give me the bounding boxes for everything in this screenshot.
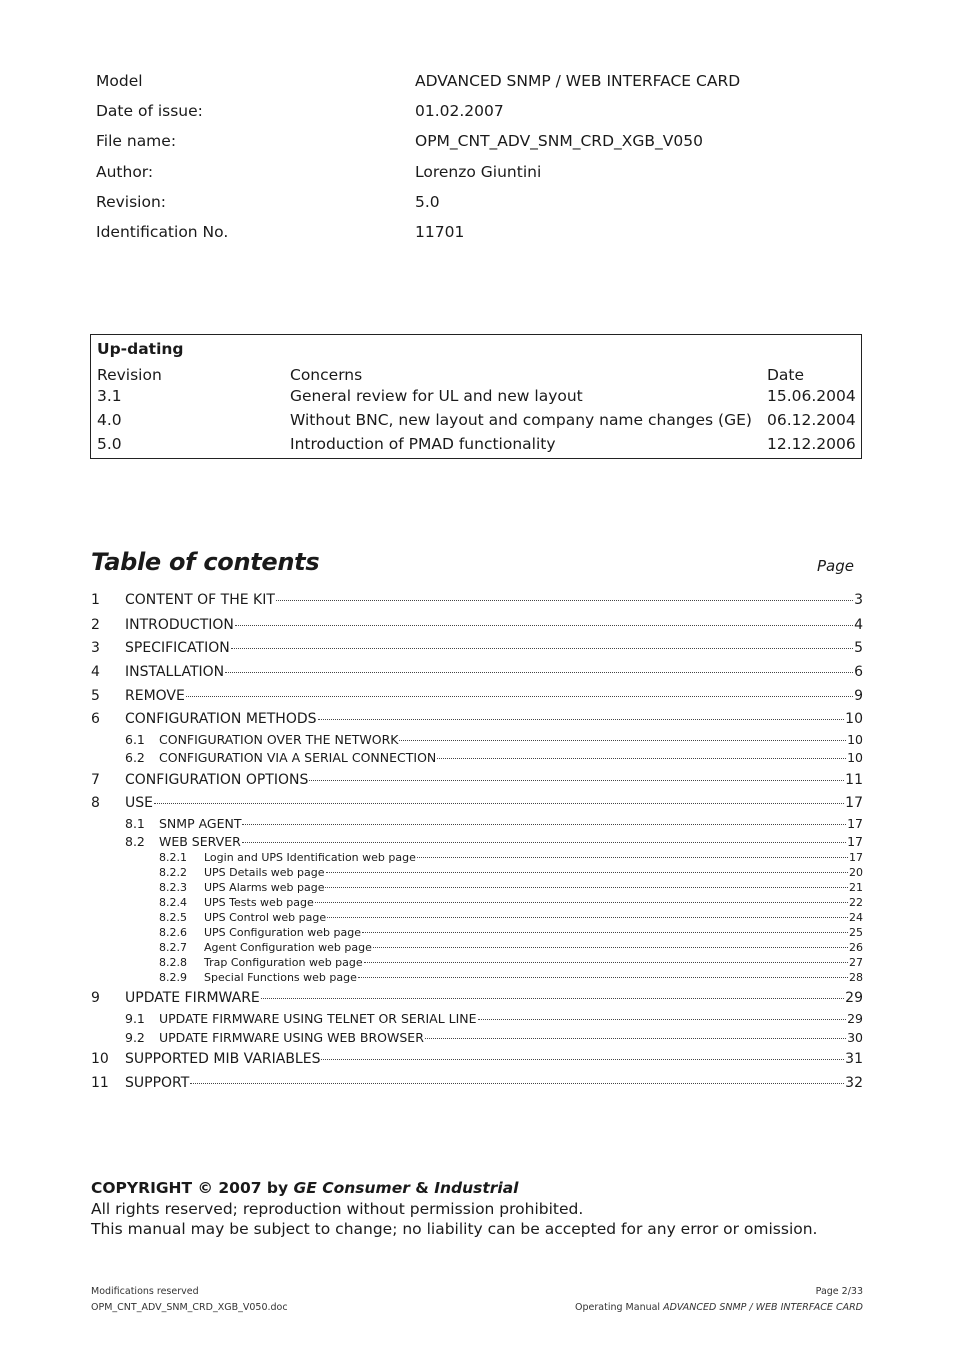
toc-entry xyxy=(91,640,863,656)
toc-entry-page: 32 xyxy=(845,1075,863,1091)
toc-entry-page: 17 xyxy=(845,794,863,811)
toc-entry-label: SPECIFICATION xyxy=(125,639,230,656)
toc-entry-label: UPS Configuration web page xyxy=(204,926,361,939)
toc-entry-number: 7 xyxy=(91,771,100,788)
toc-entry-page: 10 xyxy=(845,710,863,727)
toc-entry-label: WEB SERVER xyxy=(159,834,241,849)
meta-value: 01.02.2007 xyxy=(415,102,504,121)
toc-entry-number: 8.2.6 xyxy=(159,926,187,939)
toc-entry-number: 8 xyxy=(91,794,100,811)
toc-entry xyxy=(91,926,863,939)
toc-dot-leader xyxy=(242,824,846,825)
toc-entry-number: 6.1 xyxy=(125,732,145,747)
toc-entry-page: 28 xyxy=(849,971,863,984)
toc-entry xyxy=(91,866,863,879)
toc-entry-page: 10 xyxy=(847,750,863,765)
toc-entry-page: 25 xyxy=(849,926,863,939)
toc-entry-number: 2 xyxy=(91,616,100,633)
toc-entry-number: 8.1 xyxy=(125,816,145,831)
toc-entry-label: UPS Tests web page xyxy=(204,896,314,909)
toc-dot-leader xyxy=(326,872,848,873)
toc-entry xyxy=(91,795,863,811)
meta-value: 11701 xyxy=(415,223,465,242)
toc-dot-leader xyxy=(321,1059,844,1060)
toc-entry-number: 3 xyxy=(91,639,100,656)
toc-entry-page: 24 xyxy=(849,911,863,924)
footer-page-number: Page 2/33 xyxy=(815,1286,863,1297)
cell-revision: 5.0 xyxy=(97,435,122,453)
toc-entry-label: SUPPORT xyxy=(125,1075,190,1091)
toc-dot-leader xyxy=(362,932,848,933)
toc-dot-leader xyxy=(186,696,853,697)
toc-dot-leader xyxy=(325,887,848,888)
cell-concerns: Without BNC, new layout and company name changes (GE) xyxy=(290,411,752,429)
toc-entry-label: UPDATE FIRMWARE xyxy=(125,989,260,1006)
updating-row xyxy=(97,411,855,435)
meta-row-author xyxy=(96,157,856,187)
toc-entry-label: UPDATE FIRMWARE USING TELNET OR SERIAL LINE xyxy=(159,1011,477,1026)
toc-entry-number: 8.2.4 xyxy=(159,896,187,909)
cell-revision: 3.1 xyxy=(97,387,122,405)
toc-entry xyxy=(91,834,863,849)
document-metadata xyxy=(96,66,856,247)
toc-entry-number: 8.2.8 xyxy=(159,956,187,969)
toc-entry xyxy=(91,1051,863,1067)
toc-entry-label: Agent Configuration web page xyxy=(204,941,372,954)
toc-entry-number: 9 xyxy=(91,989,100,1006)
meta-row-revision xyxy=(96,187,856,217)
meta-label: Model xyxy=(96,72,143,91)
toc-entry-page: 21 xyxy=(849,881,863,894)
toc-entry-page: 9 xyxy=(854,687,863,704)
toc-entry-page: 29 xyxy=(847,1011,863,1026)
footer-manual-prefix: Operating Manual xyxy=(575,1302,664,1313)
toc-dot-leader xyxy=(399,740,846,741)
toc-entry-number: 5 xyxy=(91,687,100,704)
meta-value: ADVANCED SNMP / WEB INTERFACE CARD xyxy=(415,72,741,91)
toc-entry-label: CONFIGURATION METHODS xyxy=(125,710,317,727)
toc-entry-label: CONFIGURATION OVER THE NETWORK xyxy=(159,732,399,747)
toc-entry-label: INSTALLATION xyxy=(125,663,225,680)
toc-dot-leader xyxy=(261,998,844,999)
copyright-line1: All rights reserved; reproduction without permission prohibited. xyxy=(91,1199,584,1218)
toc-entry-label: SUPPORTED MIB VARIABLES xyxy=(125,1051,321,1067)
toc-entry-label: UPS Details web page xyxy=(204,866,325,879)
copyright-amp: & xyxy=(409,1179,435,1197)
toc-page-label: Page xyxy=(817,557,854,575)
toc-entry-page: 4 xyxy=(854,616,863,633)
meta-label: File name: xyxy=(96,132,177,151)
toc-entry-number: 11 xyxy=(91,1075,109,1091)
toc-entry xyxy=(91,1011,863,1026)
cell-date: 15.06.2004 xyxy=(767,387,856,405)
toc-entry-page: 10 xyxy=(847,732,863,747)
toc-entry-label: CONFIGURATION VIA A SERIAL CONNECTION xyxy=(159,750,437,765)
toc-entry xyxy=(91,592,863,608)
toc-entry xyxy=(91,688,863,704)
toc-dot-leader xyxy=(358,977,848,978)
toc-entry-page: 17 xyxy=(847,816,863,831)
toc-entry-label: USE xyxy=(125,794,153,811)
toc-entry-page: 29 xyxy=(845,989,863,1006)
toc-dot-leader xyxy=(327,917,848,918)
toc-entry-page: 3 xyxy=(854,592,863,608)
toc-entry xyxy=(91,816,863,831)
footer-manual-name: ADVANCED SNMP / WEB INTERFACE CARD xyxy=(663,1302,863,1313)
copyright-title xyxy=(91,1178,818,1199)
toc-entry-number: 8.2.1 xyxy=(159,851,187,864)
toc-entry-label: CONFIGURATION OPTIONS xyxy=(125,771,309,788)
toc-entry xyxy=(91,911,863,924)
toc-entry-label: Special Functions web page xyxy=(204,971,357,984)
toc-entry xyxy=(91,1030,863,1045)
toc-entry-number: 9.2 xyxy=(125,1030,145,1045)
footer-modifications: Modifications reserved xyxy=(91,1286,199,1297)
updating-row xyxy=(97,435,855,459)
toc-entry xyxy=(91,990,863,1006)
toc-dot-leader xyxy=(276,600,853,601)
meta-label: Revision: xyxy=(96,192,166,211)
toc-dot-leader xyxy=(235,625,853,626)
toc-entry xyxy=(91,851,863,864)
toc-entry-number: 6 xyxy=(91,710,100,727)
footer-manual-title xyxy=(575,1300,863,1316)
cell-concerns: Introduction of PMAD functionality xyxy=(290,435,556,453)
toc-entry-number: 6.2 xyxy=(125,750,145,765)
cell-date: 06.12.2004 xyxy=(767,411,856,429)
cell-date: 12.12.2006 xyxy=(767,435,856,453)
updating-row xyxy=(97,387,855,411)
toc-entry xyxy=(91,941,863,954)
meta-row-model xyxy=(96,66,856,96)
toc-entry-page: 6 xyxy=(854,663,863,680)
toc-title: Table of contents xyxy=(91,548,320,576)
toc-entry-number: 9.1 xyxy=(125,1011,145,1026)
header-date: Date xyxy=(767,366,805,384)
toc-dot-leader xyxy=(242,842,846,843)
toc-dot-leader xyxy=(315,902,848,903)
toc-entry-label: UPS Alarms web page xyxy=(204,881,325,894)
meta-value: 5.0 xyxy=(415,192,440,211)
footer-filename: OPM_CNT_ADV_SNM_CRD_XGB_V050.doc xyxy=(91,1302,288,1313)
toc-dot-leader xyxy=(437,758,846,759)
updating-title: Up-dating xyxy=(97,340,184,358)
copyright-prefix: COPYRIGHT © 2007 by xyxy=(91,1179,294,1197)
toc-entry xyxy=(91,772,863,788)
toc-entry-page: 5 xyxy=(854,639,863,656)
toc-entry-label: UPS Control web page xyxy=(204,911,327,924)
toc-entry-page: 30 xyxy=(847,1030,863,1045)
toc-entry xyxy=(91,896,863,909)
toc-dot-leader xyxy=(231,648,853,649)
toc-entry-page: 26 xyxy=(849,941,863,954)
toc-entry xyxy=(91,711,863,727)
toc-entry-page: 20 xyxy=(849,866,863,879)
toc-entry-label: SNMP AGENT xyxy=(159,816,242,831)
toc-entry-label: REMOVE xyxy=(125,687,185,704)
toc-entry-number: 4 xyxy=(91,663,100,680)
toc-entry-page: 17 xyxy=(847,834,863,849)
toc-dot-leader xyxy=(318,719,845,720)
toc-entry xyxy=(91,956,863,969)
toc-entry-number: 8.2.3 xyxy=(159,881,187,894)
footer-right xyxy=(575,1284,863,1316)
toc-entry-label: Login and UPS Identification web page xyxy=(204,851,416,864)
toc-dot-leader xyxy=(225,672,853,673)
toc-entry xyxy=(91,971,863,984)
meta-label: Date of issue: xyxy=(96,102,203,121)
toc-entry xyxy=(91,881,863,894)
footer-left xyxy=(91,1284,288,1316)
toc-entry-number: 8.2.9 xyxy=(159,971,187,984)
toc-entry-label: Trap Configuration web page xyxy=(204,956,363,969)
meta-row-id xyxy=(96,217,856,247)
toc-entry-number: 10 xyxy=(91,1051,109,1067)
toc-dot-leader xyxy=(478,1019,847,1020)
copyright-line2: This manual may be subject to change; no liability can be accepted for any error or omission. xyxy=(91,1220,818,1238)
toc-entry-label: INTRODUCTION xyxy=(125,616,234,633)
toc-entry xyxy=(91,664,863,680)
toc-entry-number: 8.2.2 xyxy=(159,866,187,879)
toc-entry-page: 17 xyxy=(849,851,863,864)
toc-entry-label: CONTENT OF THE KIT xyxy=(125,592,275,608)
updating-table xyxy=(90,334,862,459)
toc-entry xyxy=(91,750,863,765)
toc-entry xyxy=(91,617,863,633)
toc-dot-leader xyxy=(373,947,848,948)
toc-entry xyxy=(91,732,863,747)
toc-dot-leader xyxy=(425,1038,846,1039)
toc-dot-leader xyxy=(309,780,844,781)
meta-value: OPM_CNT_ADV_SNM_CRD_XGB_V050 xyxy=(415,132,703,151)
toc-entry-label: UPDATE FIRMWARE USING WEB BROWSER xyxy=(159,1030,424,1045)
header-revision: Revision xyxy=(97,366,162,384)
toc-entry-page: 11 xyxy=(845,771,863,788)
header-concerns: Concerns xyxy=(290,366,363,384)
toc-entry-number: 8.2.7 xyxy=(159,941,187,954)
meta-row-filename xyxy=(96,126,856,156)
copyright-company: GE Consumer xyxy=(293,1179,410,1197)
copyright-company2: Industrial xyxy=(434,1179,519,1197)
meta-label: Identification No. xyxy=(96,223,229,242)
toc-entry-page: 22 xyxy=(849,896,863,909)
toc-entry-number: 1 xyxy=(91,592,100,608)
toc-entry-number: 8.2.5 xyxy=(159,911,187,924)
toc-dot-leader xyxy=(364,962,848,963)
toc-entry-page: 27 xyxy=(849,956,863,969)
cell-concerns: General review for UL and new layout xyxy=(290,387,583,405)
toc-entry-page: 31 xyxy=(845,1051,863,1067)
cell-revision: 4.0 xyxy=(97,411,122,429)
meta-value: Lorenzo Giuntini xyxy=(415,162,542,181)
meta-row-date xyxy=(96,96,856,126)
copyright-block xyxy=(91,1178,818,1240)
toc-entry-number: 8.2 xyxy=(125,834,145,849)
toc-entry xyxy=(91,1075,863,1091)
toc-dot-leader xyxy=(190,1083,844,1084)
meta-label: Author: xyxy=(96,162,154,181)
toc-dot-leader xyxy=(154,803,844,804)
toc-dot-leader xyxy=(417,857,848,858)
